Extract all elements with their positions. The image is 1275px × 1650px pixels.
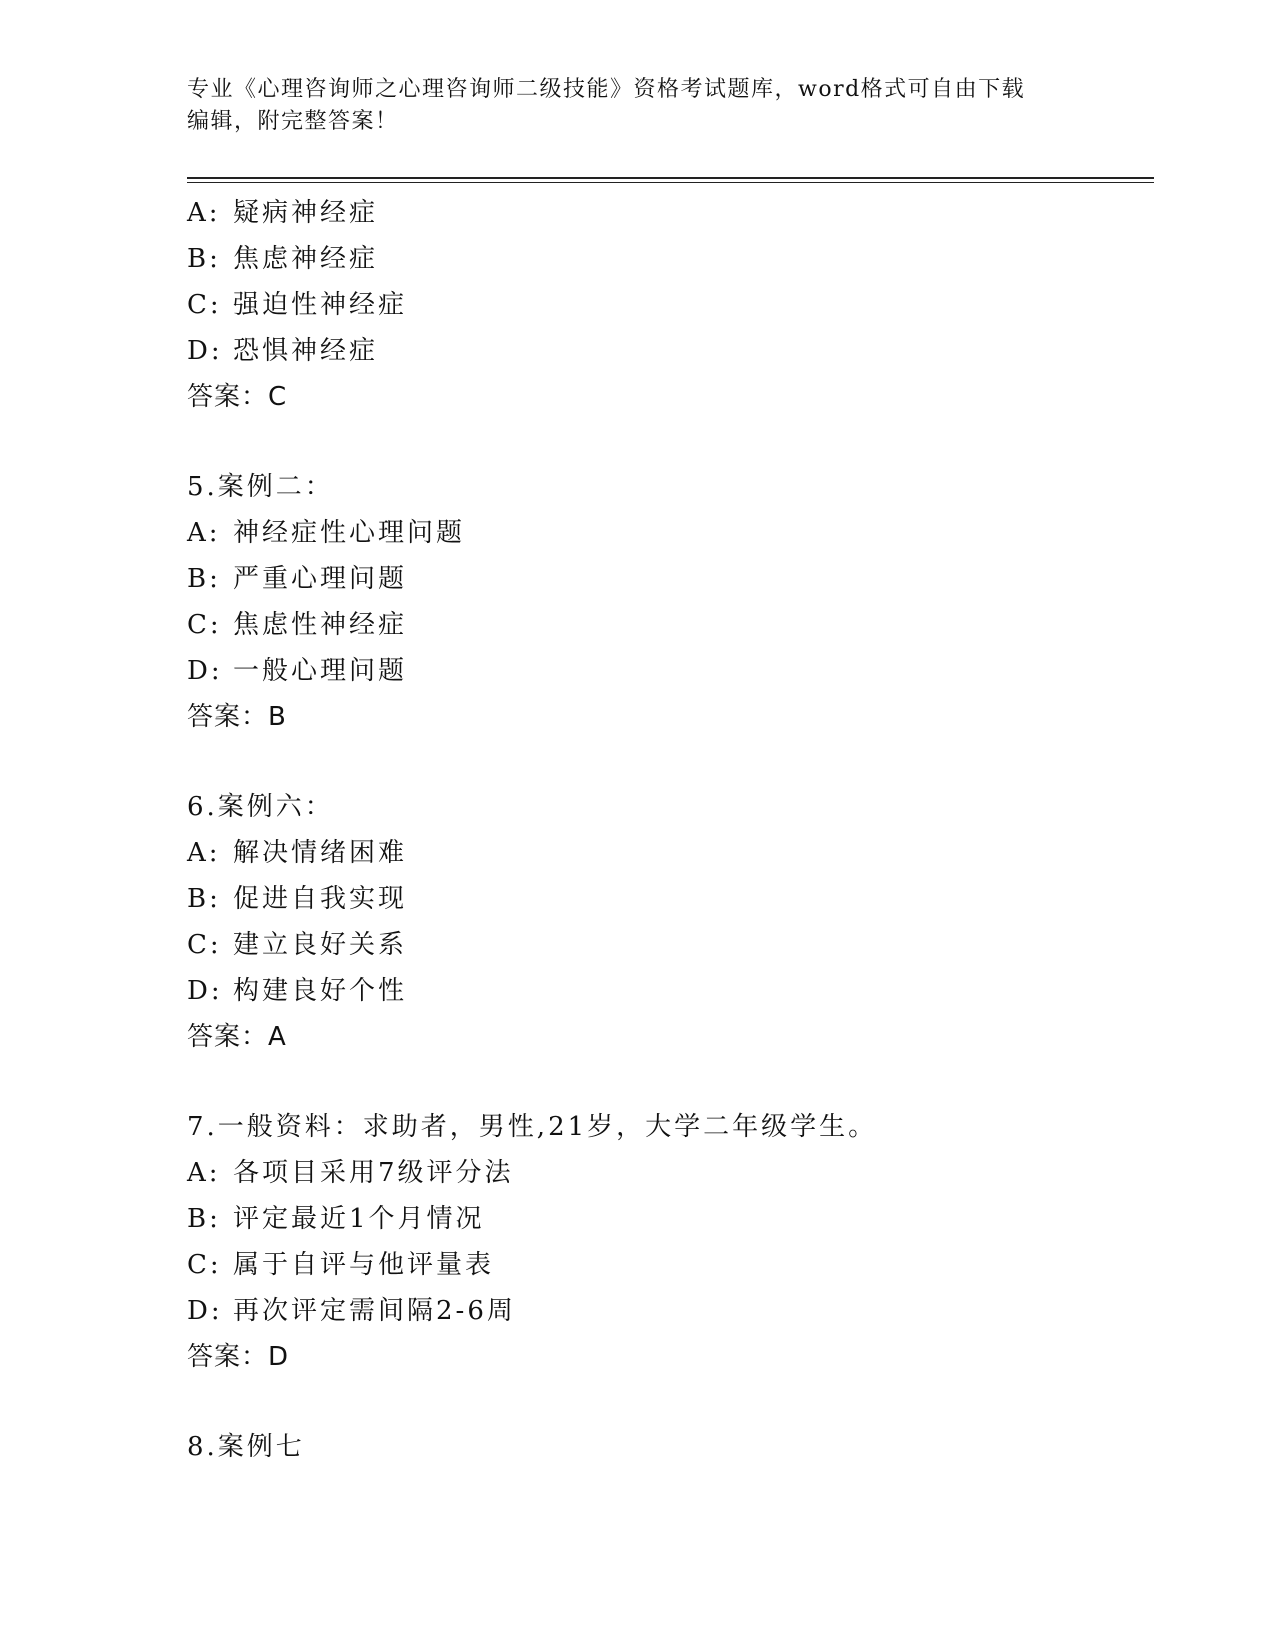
question-block bbox=[187, 784, 1147, 1060]
option-row bbox=[187, 830, 1147, 876]
option-row bbox=[187, 876, 1147, 922]
option-row bbox=[187, 556, 1147, 602]
option-row bbox=[187, 602, 1147, 648]
option-label: C: bbox=[187, 930, 222, 960]
option-text: 焦虑性神经症 bbox=[233, 610, 408, 640]
option-label: D: bbox=[187, 656, 223, 686]
option-text: 神经症性心理问题 bbox=[233, 518, 466, 548]
option-label: B: bbox=[187, 244, 221, 274]
option-label: C: bbox=[187, 290, 222, 320]
option-row bbox=[187, 1288, 1147, 1334]
option-label: A: bbox=[187, 838, 221, 868]
option-text: 促进自我实现 bbox=[233, 884, 408, 914]
option-text: 强迫性神经症 bbox=[233, 290, 408, 320]
option-text: 各项目采用7级评分法 bbox=[233, 1158, 514, 1188]
header-line-2: 编辑，附完整答案！ bbox=[187, 109, 399, 134]
question-title: 6.案例六： bbox=[187, 792, 334, 822]
answer-line: 答案：B bbox=[187, 702, 287, 732]
option-row bbox=[187, 922, 1147, 968]
option-text: 恐惧神经症 bbox=[233, 336, 379, 366]
option-label: B: bbox=[187, 1204, 221, 1234]
option-label: A: bbox=[187, 198, 221, 228]
option-row bbox=[187, 328, 1147, 374]
option-label: B: bbox=[187, 564, 221, 594]
option-row bbox=[187, 1150, 1147, 1196]
option-text: 严重心理问题 bbox=[233, 564, 408, 594]
option-text: 属于自评与他评量表 bbox=[233, 1250, 495, 1280]
option-label: A: bbox=[187, 518, 221, 548]
option-label: A: bbox=[187, 1158, 221, 1188]
question-title: 8.案例七 bbox=[187, 1432, 305, 1462]
question-block bbox=[187, 1104, 1147, 1380]
option-text: 解决情绪困难 bbox=[233, 838, 408, 868]
option-row bbox=[187, 190, 1147, 236]
option-row bbox=[187, 648, 1147, 694]
answer-line: 答案：C bbox=[187, 382, 288, 412]
option-text: 再次评定需间隔2-6周 bbox=[233, 1296, 516, 1326]
document-header bbox=[187, 74, 1087, 138]
header-divider-thin bbox=[187, 182, 1154, 183]
option-text: 疑病神经症 bbox=[233, 198, 379, 228]
option-row bbox=[187, 968, 1147, 1014]
option-row bbox=[187, 236, 1147, 282]
question-list bbox=[187, 190, 1147, 1470]
option-label: D: bbox=[187, 336, 223, 366]
header-line-1: 专业《心理咨询师之心理咨询师二级技能》资格考试题库，word格式可自由下载 bbox=[187, 77, 1026, 102]
question-block bbox=[187, 464, 1147, 740]
option-text: 建立良好关系 bbox=[233, 930, 408, 960]
option-label: D: bbox=[187, 1296, 223, 1326]
option-text: 构建良好个性 bbox=[233, 976, 408, 1006]
answer-line: 答案：D bbox=[187, 1342, 290, 1372]
option-row bbox=[187, 282, 1147, 328]
answer-line: 答案：A bbox=[187, 1022, 287, 1052]
option-row bbox=[187, 510, 1147, 556]
question-block bbox=[187, 1424, 1147, 1470]
question-title: 7.一般资料：求助者，男性,21岁，大学二年级学生。 bbox=[187, 1112, 878, 1142]
option-text: 一般心理问题 bbox=[233, 656, 408, 686]
question-title: 5.案例二： bbox=[187, 472, 334, 502]
header-divider-thick bbox=[187, 177, 1154, 179]
option-row bbox=[187, 1242, 1147, 1288]
option-label: C: bbox=[187, 610, 222, 640]
option-label: C: bbox=[187, 1250, 222, 1280]
option-text: 焦虑神经症 bbox=[233, 244, 379, 274]
question-block bbox=[187, 190, 1147, 420]
option-label: D: bbox=[187, 976, 223, 1006]
option-label: B: bbox=[187, 884, 221, 914]
option-row bbox=[187, 1196, 1147, 1242]
option-text: 评定最近1个月情况 bbox=[233, 1204, 485, 1234]
